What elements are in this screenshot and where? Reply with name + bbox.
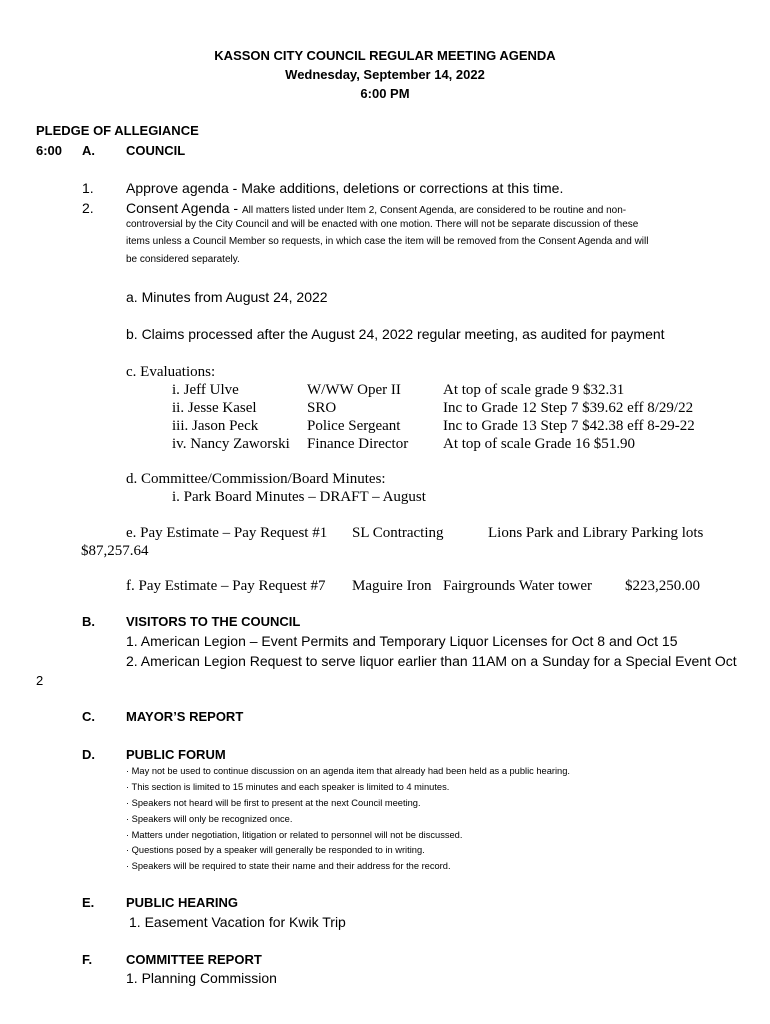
consent-agenda-line-2: controversial by the City Council and will be enacted with one motion. There will not be separate discussion of these bbox=[126, 219, 639, 230]
item-1-number: 1. bbox=[82, 180, 94, 196]
visitors-item-1: 1. American Legion – Event Permits and Temporary Liquor Licenses for Oct 8 and Oct 15 bbox=[126, 633, 678, 649]
item-2-number: 2. bbox=[82, 200, 94, 216]
evaluation-name: ii. Jesse Kasel bbox=[172, 400, 257, 416]
public-forum-rule: · Speakers not heard will be first to present at the next Council meeting. bbox=[126, 798, 421, 808]
section-c-title: MAYOR’S REPORT bbox=[126, 709, 244, 724]
public-forum-rule: · May not be used to continue discussion on an agenda item that already had been held as a public hearing. bbox=[126, 766, 570, 776]
pledge-heading: PLEDGE OF ALLEGIANCE bbox=[36, 123, 199, 138]
section-a-title: COUNCIL bbox=[126, 143, 186, 158]
consent-agenda-line-3: items unless a Council Member so requests, in which case the item will be removed from the Consent Agenda and will bbox=[126, 236, 649, 247]
public-forum-rule: · Speakers will only be recognized once. bbox=[126, 814, 293, 824]
evaluation-role: Police Sergeant bbox=[307, 418, 401, 434]
section-a-letter: A. bbox=[82, 143, 95, 158]
committee-minutes-heading: d. Committee/Commission/Board Minutes: bbox=[126, 471, 386, 487]
evaluation-name: iv. Nancy Zaworski bbox=[172, 436, 290, 452]
pay-estimate-e-label: e. Pay Estimate – Pay Request #1 bbox=[126, 525, 328, 541]
meeting-date: Wednesday, September 14, 2022 bbox=[285, 67, 485, 82]
pay-estimate-f-label: f. Pay Estimate – Pay Request #7 bbox=[126, 578, 326, 594]
agenda-title: KASSON CITY COUNCIL REGULAR MEETING AGENDA bbox=[214, 48, 556, 63]
committee-report-item: 1. Planning Commission bbox=[126, 970, 277, 986]
pay-estimate-f-vendor: Maguire Iron bbox=[352, 578, 432, 594]
public-forum-rule: · This section is limited to 15 minutes and each speaker is limited to 4 minutes. bbox=[126, 782, 450, 792]
section-b-letter: B. bbox=[82, 614, 95, 629]
consent-item-b-claims: b. Claims processed after the August 24, 2022 regular meeting, as audited for payment bbox=[126, 326, 665, 342]
section-d-title: PUBLIC FORUM bbox=[126, 747, 226, 762]
evaluation-name: i. Jeff Ulve bbox=[172, 382, 239, 398]
consent-agenda-line-4: be considered separately. bbox=[126, 254, 240, 265]
park-board-minutes: i. Park Board Minutes – DRAFT – August bbox=[172, 489, 426, 505]
pay-estimate-f-project: Fairgrounds Water tower bbox=[443, 578, 593, 594]
visitors-item-2: 2. American Legion Request to serve liquor earlier than 11AM on a Sunday for a Special Event Oct bbox=[126, 653, 737, 669]
pay-estimate-e-vendor: SL Contracting bbox=[352, 525, 444, 541]
section-e-letter: E. bbox=[82, 895, 95, 910]
section-e-title: PUBLIC HEARING bbox=[126, 895, 238, 910]
section-d-letter: D. bbox=[82, 747, 95, 762]
consent-item-a-minutes: a. Minutes from August 24, 2022 bbox=[126, 289, 328, 305]
section-b-title: VISITORS TO THE COUNCIL bbox=[126, 614, 301, 629]
public-forum-rule: · Questions posed by a speaker will generally be responded to in writing. bbox=[126, 845, 425, 855]
meeting-time: 6:00 PM bbox=[360, 86, 410, 101]
evaluations-heading: c. Evaluations: bbox=[126, 364, 216, 380]
pay-estimate-e-amount: $87,257.64 bbox=[81, 543, 149, 559]
public-forum-rule: · Speakers will be required to state their name and their address for the record. bbox=[126, 861, 451, 871]
evaluation-detail: Inc to Grade 12 Step 7 $39.62 eff 8/29/22 bbox=[443, 400, 694, 416]
consent-agenda-line-1 bbox=[126, 200, 626, 218]
section-c-letter: C. bbox=[82, 709, 95, 724]
consent-agenda-text: All matters listed under Item 2, Consent Agenda, are considered to be routine and non- bbox=[241, 205, 627, 216]
consent-agenda-lead: Consent Agenda - bbox=[126, 200, 242, 216]
evaluation-role: Finance Director bbox=[307, 436, 409, 452]
section-f-letter: F. bbox=[82, 952, 93, 967]
visitors-item-2-wrap: 2 bbox=[36, 673, 44, 688]
public-hearing-item: 1. Easement Vacation for Kwik Trip bbox=[129, 914, 346, 930]
pay-estimate-e-project: Lions Park and Library Parking lots bbox=[488, 525, 704, 541]
section-a-time: 6:00 bbox=[36, 143, 63, 158]
evaluation-detail: Inc to Grade 13 Step 7 $42.38 eff 8-29-22 bbox=[443, 418, 695, 434]
section-f-title: COMMITTEE REPORT bbox=[126, 952, 262, 967]
evaluation-role: W/WW Oper II bbox=[307, 382, 401, 398]
evaluation-detail: At top of scale grade 9 $32.31 bbox=[443, 382, 625, 398]
evaluation-role: SRO bbox=[307, 400, 337, 416]
item-1-text: Approve agenda - Make additions, deletions or corrections at this time. bbox=[126, 180, 564, 196]
evaluation-detail: At top of scale Grade 16 $51.90 bbox=[443, 436, 636, 452]
pay-estimate-f-amount: $223,250.00 bbox=[625, 578, 700, 594]
evaluation-name: iii. Jason Peck bbox=[172, 418, 259, 434]
public-forum-rule: · Matters under negotiation, litigation or related to personnel will not be discussed. bbox=[126, 830, 463, 840]
